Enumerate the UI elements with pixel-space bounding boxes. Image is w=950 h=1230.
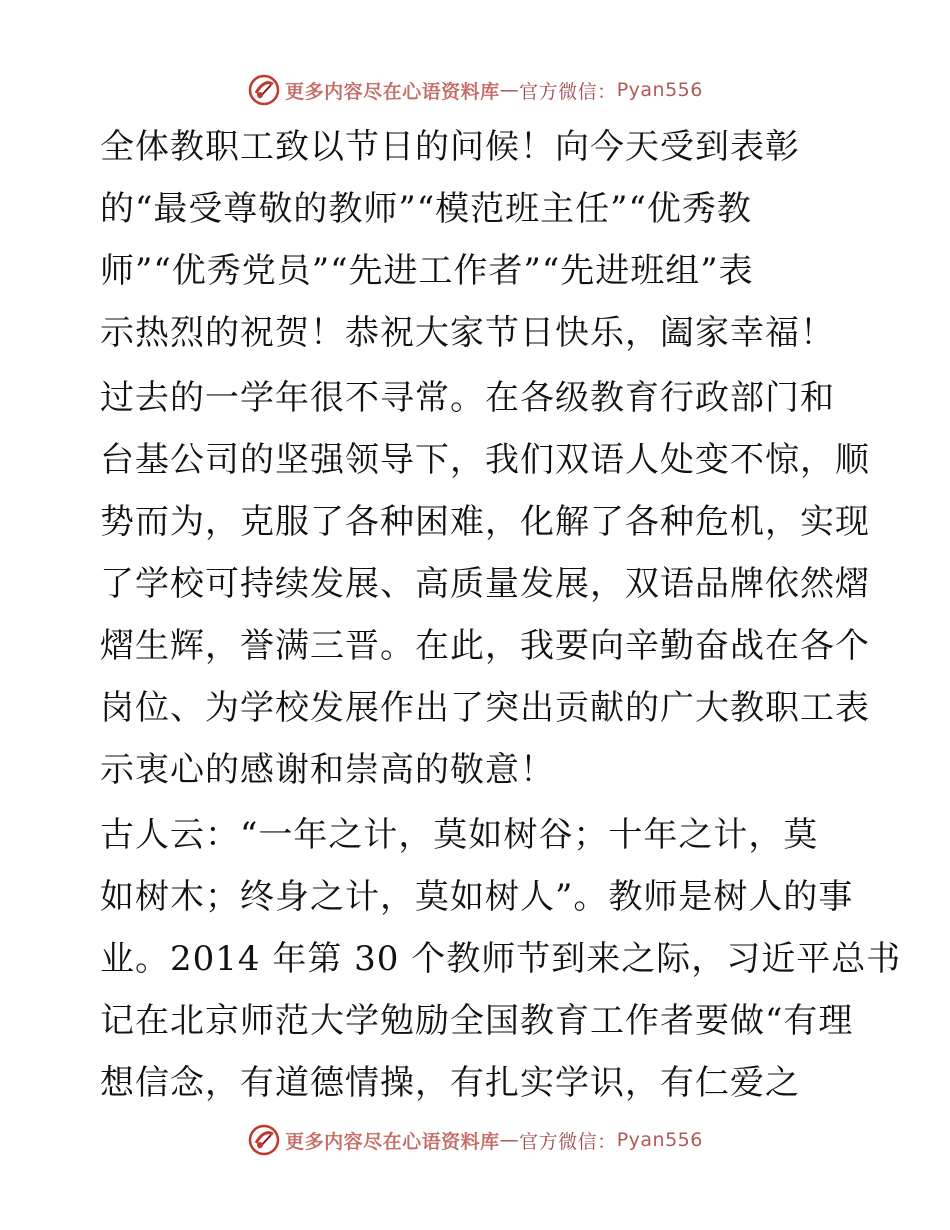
text-line: 全体教职工致以节日的问候！向今天受到表彰 <box>100 127 800 167</box>
text-line: 业。2014 年第 30 个教师节到来之际，习近平总书 <box>100 939 902 979</box>
logo-icon <box>247 1123 281 1157</box>
paragraph <box>100 804 902 1114</box>
paragraph <box>100 367 870 801</box>
text-line: 岗位、为学校发展作出了突出贡献的广大教职工表 <box>100 688 870 728</box>
text-line: 台基公司的坚强领导下，我们双语人处变不惊，顺 <box>100 440 870 480</box>
header-banner <box>0 72 950 108</box>
banner-official-label: 官方微信： <box>519 1130 617 1153</box>
footer-banner <box>0 1122 950 1158</box>
text-line: 的“最受尊敬的教师”“模范班主任”“优秀教 <box>100 189 752 229</box>
banner-wechat-id: Pyan556 <box>616 79 703 101</box>
banner-dash: — <box>499 79 520 101</box>
text-line: 了学校可持续发展、高质量发展，双语品牌依然熠 <box>100 564 870 604</box>
text-line: 想信念，有道德情操，有扎实学识，有仁爱之 <box>100 1063 800 1103</box>
text-line: 师”“优秀党员”“先进工作者”“先进班组”表 <box>100 251 754 291</box>
text-line: 古人云：“一年之计，莫如树谷；十年之计，莫 <box>100 815 819 855</box>
text-line: 势而为，克服了各种困难，化解了各种危机，实现 <box>100 502 870 542</box>
text-line: 过去的一学年很不寻常。在各级教育行政部门和 <box>100 378 835 418</box>
text-line: 熠生辉，誉满三晋。在此，我要向辛勤奋战在各个 <box>100 626 870 666</box>
banner-official-label: 官方微信： <box>519 80 617 103</box>
document-body <box>100 116 902 1114</box>
text-line: 如树木；终身之计，莫如树人”。教师是树人的事 <box>100 877 854 917</box>
text-line: 示热烈的祝贺！恭祝大家节日快乐，阖家幸福！ <box>100 313 835 353</box>
banner-main-text: 更多内容尽在心语资料库 <box>285 1130 500 1153</box>
logo-icon <box>247 73 281 107</box>
text-line: 记在北京师范大学勉励全国教育工作者要做“有理 <box>100 1001 854 1041</box>
text-line: 示衷心的感谢和崇高的敬意！ <box>100 750 555 790</box>
banner-main-text: 更多内容尽在心语资料库 <box>285 80 500 103</box>
banner-dash: — <box>499 1129 520 1151</box>
banner-wechat-id: Pyan556 <box>616 1129 703 1151</box>
paragraph <box>100 116 860 364</box>
